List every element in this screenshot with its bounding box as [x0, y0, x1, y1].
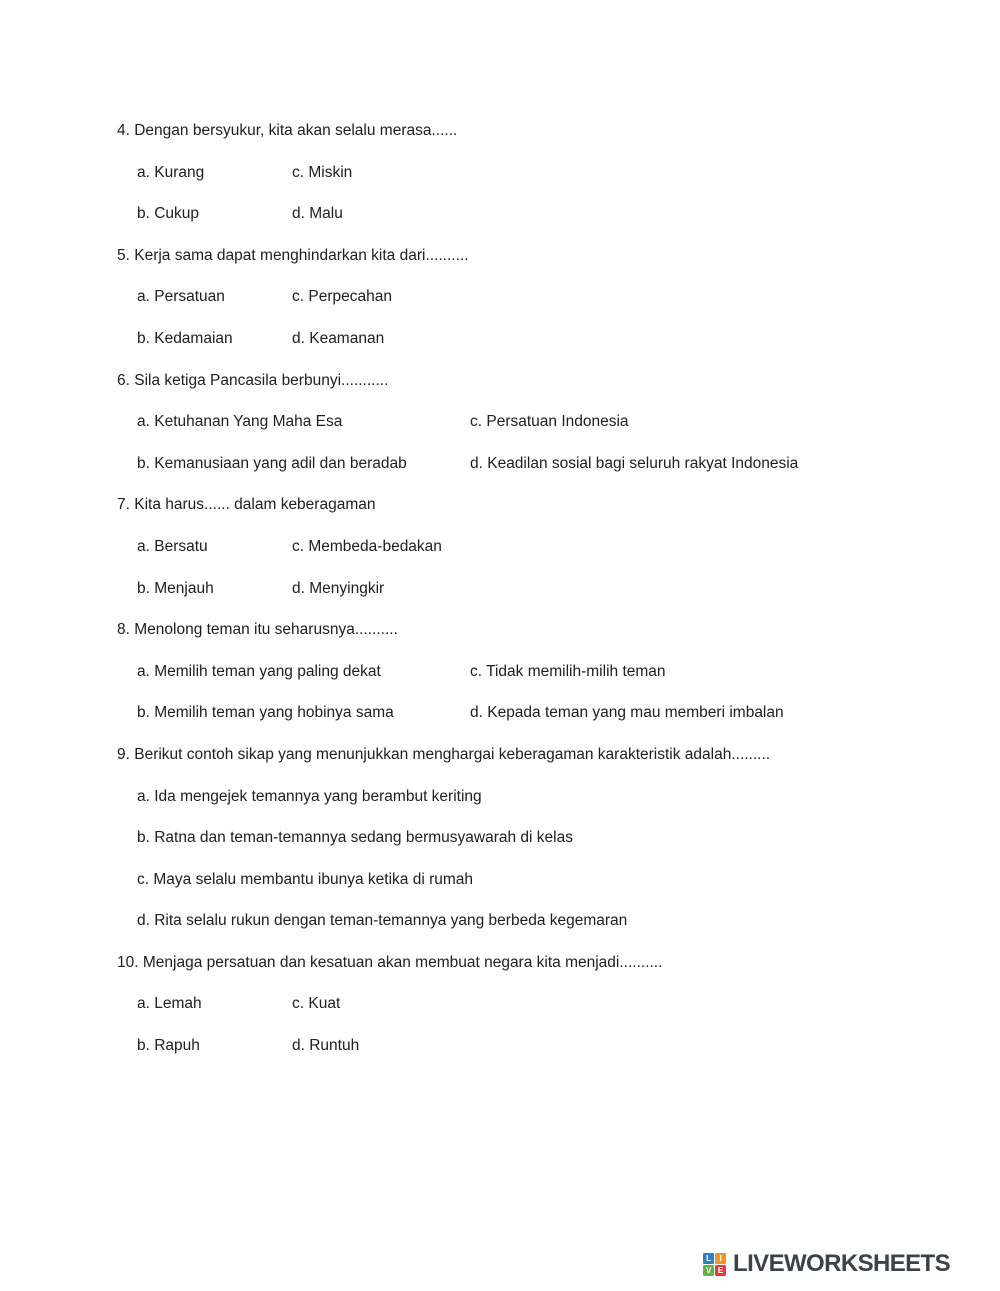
option-c[interactable]: c. Kuat	[292, 995, 341, 1013]
option-b[interactable]: b. Kemanusiaan yang adil dan beradab	[137, 454, 407, 472]
question-text: 6. Sila ketiga Pancasila berbunyi...........	[117, 371, 389, 389]
option-c[interactable]: c. Perpecahan	[292, 288, 392, 306]
option-d[interactable]: d. Malu	[292, 205, 343, 223]
option-b[interactable]: b. Memilih teman yang hobinya sama	[137, 704, 394, 722]
option-b[interactable]: b. Rapuh	[137, 1037, 200, 1055]
liveworksheets-logo-icon	[703, 1253, 726, 1276]
logo-letter-e: E	[715, 1265, 726, 1276]
logo-letter-l: L	[703, 1253, 714, 1264]
logo-letter-i: I	[715, 1253, 726, 1264]
question-text: 10. Menjaga persatuan dan kesatuan akan membuat negara kita menjadi..........	[117, 953, 663, 971]
option-a[interactable]: a. Ketuhanan Yang Maha Esa	[137, 413, 343, 431]
option-a[interactable]: a. Persatuan	[137, 288, 225, 306]
options-row	[117, 911, 967, 953]
liveworksheets-link[interactable]	[703, 1250, 950, 1278]
option-d[interactable]: d. Rita selalu rukun dengan teman-temannya yang berbeda kegemaran	[137, 912, 628, 930]
question-text: 4. Dengan bersyukur, kita akan selalu merasa......	[117, 122, 458, 139]
option-d[interactable]: d. Keadilan sosial bagi seluruh rakyat Indonesia	[470, 454, 799, 472]
option-a[interactable]: a. Lemah	[137, 995, 202, 1013]
options-row	[117, 787, 967, 829]
option-d[interactable]: d. Kepada teman yang mau memberi imbalan	[470, 704, 784, 722]
options-row	[117, 579, 967, 621]
logo-letter-v: V	[703, 1265, 714, 1276]
option-c[interactable]: c. Maya selalu membantu ibunya ketika di rumah	[137, 870, 473, 888]
options-row	[117, 870, 967, 912]
options-row	[117, 163, 967, 205]
question-text: 8. Menolong teman itu seharusnya..........	[117, 621, 398, 639]
question-text: 9. Berikut contoh sikap yang menunjukkan menghargai keberagaman karakteristik adalah.........	[117, 745, 771, 763]
options-row	[117, 454, 967, 496]
option-b[interactable]: b. Menjauh	[137, 579, 214, 597]
options-row	[117, 662, 967, 704]
options-row	[117, 537, 967, 579]
option-b[interactable]: b. Cukup	[137, 205, 200, 223]
option-a[interactable]: a. Kurang	[137, 163, 205, 181]
options-row	[117, 1036, 967, 1078]
option-c[interactable]: c. Tidak memilih-milih teman	[470, 662, 666, 680]
options-row	[117, 329, 967, 371]
worksheet-page	[117, 121, 967, 1078]
option-c[interactable]: c. Miskin	[292, 163, 353, 181]
options-row	[117, 703, 967, 745]
options-row	[117, 994, 967, 1036]
option-c[interactable]: c. Membeda-bedakan	[292, 537, 442, 555]
option-d[interactable]: d. Runtuh	[292, 1037, 360, 1055]
option-b[interactable]: b. Kedamaian	[137, 329, 233, 347]
option-d[interactable]: d. Keamanan	[292, 329, 385, 347]
liveworksheets-brand: LIVEWORKSHEETS	[733, 1250, 950, 1277]
option-a[interactable]: a. Ida mengejek temannya yang berambut keriting	[137, 787, 482, 805]
question-text: 7. Kita harus...... dalam keberagaman	[117, 496, 376, 514]
options-row	[117, 204, 967, 246]
option-a[interactable]: a. Bersatu	[137, 537, 208, 555]
options-row	[117, 287, 967, 329]
question-text: 5. Kerja sama dapat menghindarkan kita dari..........	[117, 246, 469, 264]
option-a[interactable]: a. Memilih teman yang paling dekat	[137, 662, 381, 680]
options-row	[117, 412, 967, 454]
option-d[interactable]: d. Menyingkir	[292, 579, 385, 597]
option-b[interactable]: b. Ratna dan teman-temannya sedang bermusyawarah di kelas	[137, 829, 573, 847]
option-c[interactable]: c. Persatuan Indonesia	[470, 413, 629, 431]
options-row	[117, 828, 967, 870]
